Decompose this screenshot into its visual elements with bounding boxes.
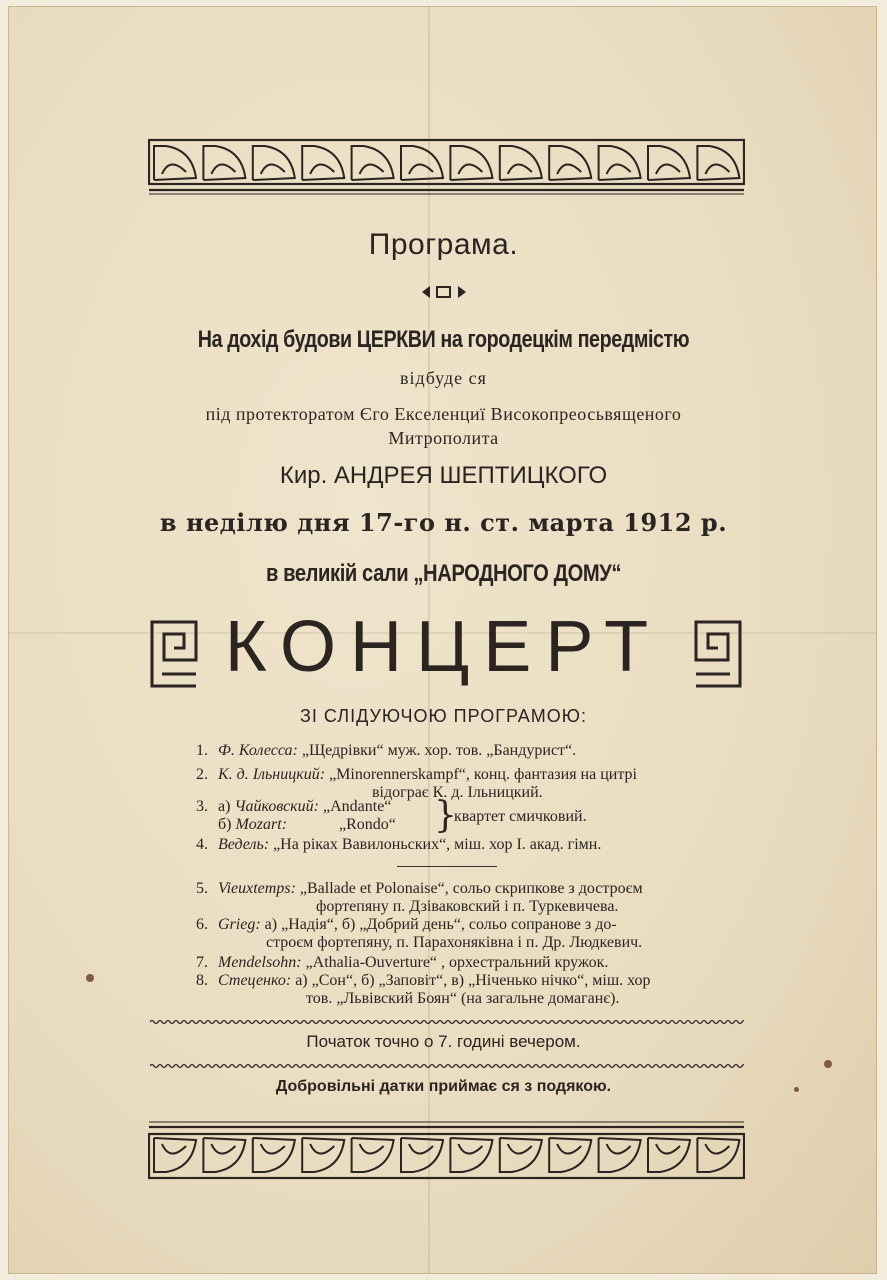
top-ornamental-border	[148, 138, 745, 198]
ink-spot	[824, 1060, 832, 1068]
border-motif	[500, 1138, 542, 1172]
program-heading: ЗІ СЛІДУЮЧОЮ ПРОГРАМОЮ:	[300, 706, 587, 726]
border-motif	[401, 1138, 443, 1172]
program-item: 3. а) Чайковский: „Andante“	[196, 798, 392, 815]
border-motif	[352, 1138, 394, 1172]
border-motif	[500, 146, 542, 180]
ink-spot	[86, 974, 94, 982]
program-item: 6. Grieg: а) „Надія“, б) „Добрий день“, сольо сопранове з до- строєм фортепяну, п. Парахоняківна і п. Др. Людкевич.	[196, 916, 643, 951]
border-motif	[302, 146, 344, 180]
border-motif	[450, 146, 492, 180]
border-motif	[302, 1138, 344, 1172]
border-motif	[697, 146, 739, 180]
program-item: 8. Стеценко: а) „Сон“, б) „Заповіт“, в) „Ніченько нічко“, міш. хор тов. „Львівский Боян“ (на загальне домаганє).	[196, 972, 651, 1007]
program-item: 5. Vieuxtemps: „Ballade et Polonaise“, сольо скрипкове з достроєм фортепяну п. Дзіваковский і п. Туркевичева.	[196, 880, 643, 915]
border-motif	[549, 1138, 591, 1172]
border-motif	[203, 1138, 245, 1172]
border-motif	[648, 146, 690, 180]
border-motif	[253, 1138, 295, 1172]
border-motif	[648, 1138, 690, 1172]
border-motif	[154, 1138, 196, 1172]
will-take-place: відбуде ся	[400, 368, 487, 388]
bottom-ornamental-border	[148, 1120, 745, 1182]
small-ornament	[420, 285, 468, 299]
brace-symbol: }	[434, 795, 457, 836]
intermission-divider	[397, 866, 497, 867]
patronage-line-2: Митрополита	[388, 428, 499, 448]
wavy-divider-2	[150, 1062, 744, 1070]
program-item-continued: б) Mozart: „Rondo“	[218, 816, 396, 833]
start-time: Початок точно о 7. годині вечером.	[306, 1032, 581, 1051]
border-motif	[352, 146, 394, 180]
concert-heading: КОНЦЕРТ	[224, 607, 663, 687]
program-item: 7. Mendelsohn: „Athalia-Ouverture“ , орхестральний кружок.	[196, 954, 609, 971]
program-item: 4. Ведель: „На ріках Вавилоньских“, міш. хор І. акад. гімн.	[196, 836, 602, 853]
program-item: 2. К. д. Ільницкий: „Minorennerskampf“, конц. фантазия на цитрі відограє К. д. Ільницкий.	[196, 766, 637, 801]
border-motif	[154, 146, 196, 180]
square-spiral-ornament-right	[694, 620, 742, 688]
border-motif	[253, 146, 295, 180]
border-motif	[697, 1138, 739, 1172]
benefit-line: На дохід будови ЦЕРКВИ на городецкім передмістю	[197, 326, 690, 353]
border-motif	[599, 146, 641, 180]
border-motif	[599, 1138, 641, 1172]
wavy-divider-1	[150, 1018, 744, 1026]
venue-line: в великій сали „НАРОДНОГО ДОМУ“	[266, 560, 621, 587]
donations-note: Добровільні датки приймає ся з подякою.	[275, 1078, 612, 1095]
patron-name: Кир. АНДРЕЯ ШЕПТИЦКОГО	[279, 462, 608, 489]
border-motif	[401, 146, 443, 180]
program-item: 1. Ф. Колесса: „Щедрівки“ муж. хор. тов. „Бандурист“.	[196, 742, 577, 759]
date-line: в неділю дня 17-го н. ст. марта 1912 р.	[159, 508, 728, 537]
quartet-label: квартет смичковий.	[454, 808, 587, 825]
patronage-line-1: під протекторатом Єго Екселенциї Високопреосьвященого	[205, 404, 682, 424]
page-title: Програма.	[368, 228, 519, 261]
border-motif	[549, 146, 591, 180]
border-motif	[450, 1138, 492, 1172]
border-motif	[203, 146, 245, 180]
